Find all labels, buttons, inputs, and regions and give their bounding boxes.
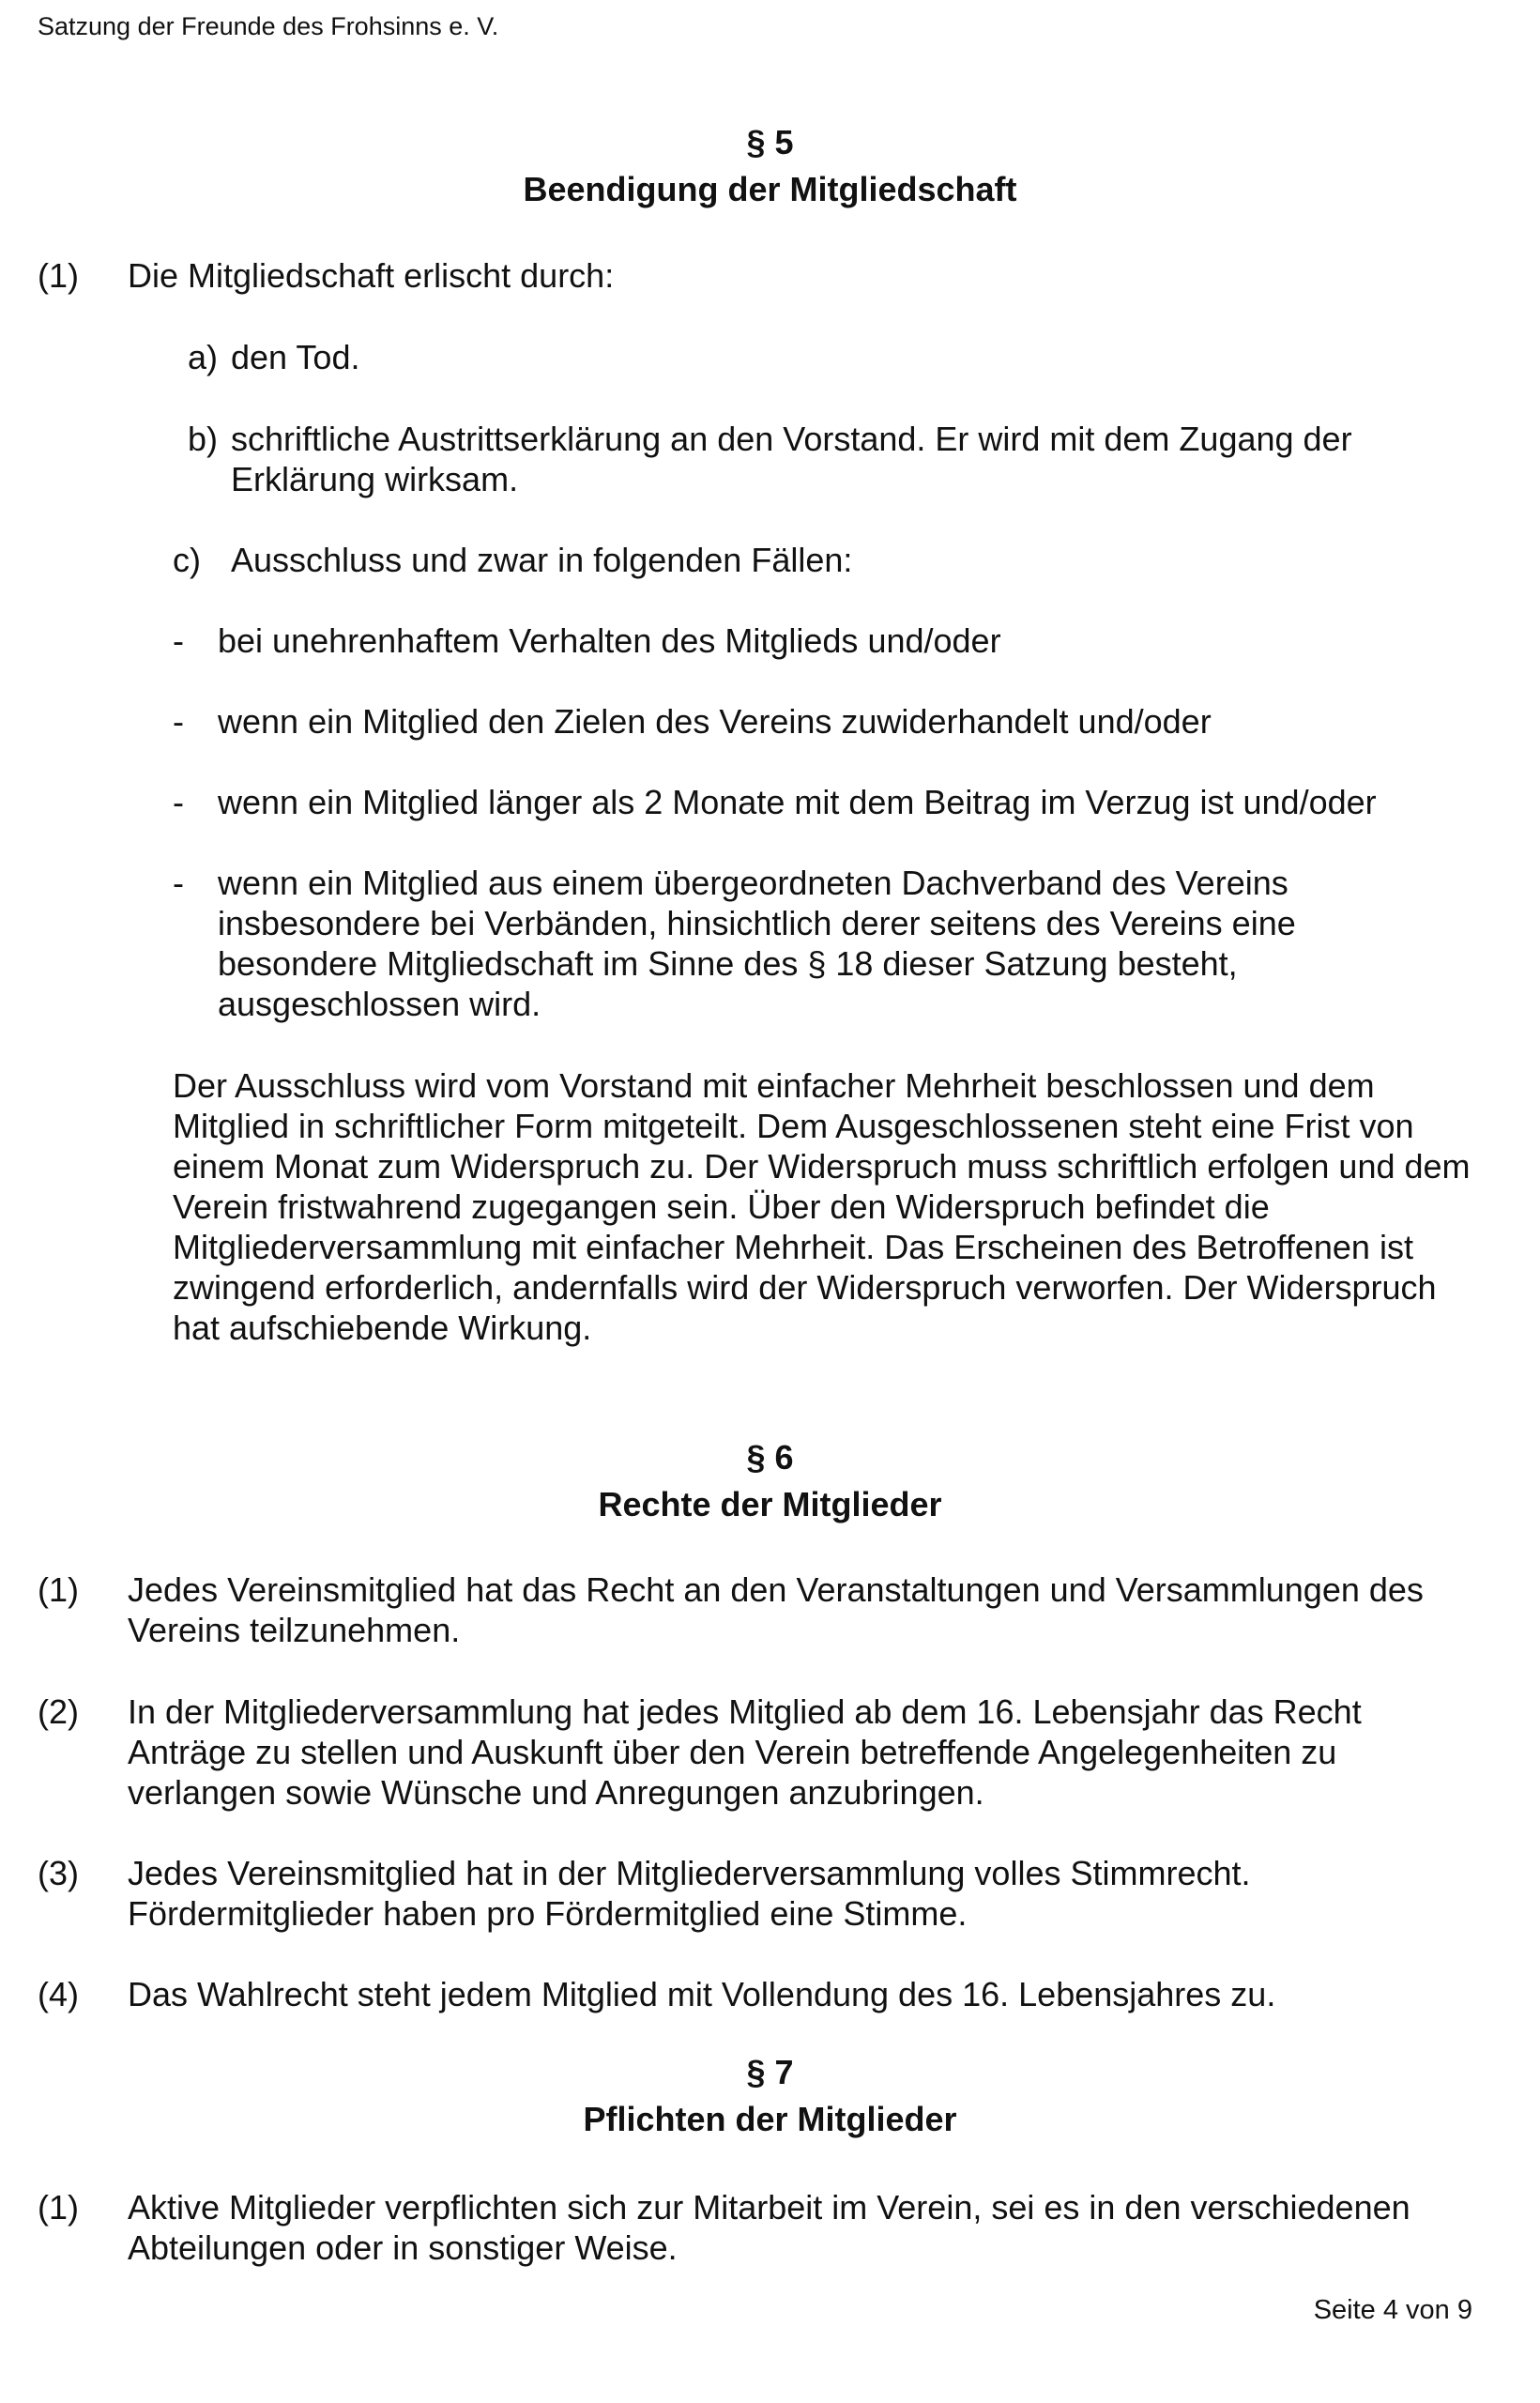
bullet-dash: - — [173, 864, 184, 902]
closing-paragraph: Der Ausschluss wird vom Vorstand mit einfacher Mehrheit beschlossen und dem Mitglied in schriftlicher Form mitgeteilt. Dem Ausgeschlossenen steht eine Frist von einem Monat zum Widerspruch zu. Der Widerspruch muss schriftlich erfolgen und dem Verein fristwahrend zugegangen sein. Über den Widerspruch befindet die Mitgliederversammlung mit einfacher Mehrheit. Das Erscheinen des Betroffenen ist zwingend erforderlich, andernfalls wird der Widerspruch verworfen. Der Widerspruch hat aufschiebende Wirkung. — [173, 1066, 1471, 1347]
sub-item-label: c) — [173, 541, 201, 579]
item-text: Aktive Mitglieder verpflichten sich zur Mitarbeit im Verein, sei es in den verschiedenen Abteilungen oder in sonstiger Weise. — [128, 2188, 1410, 2267]
section-title-5: Beendigung der Mitgliedschaft — [523, 170, 1017, 208]
item-text: Das Wahlrecht steht jedem Mitglied mit Vollendung des 16. Lebensjahres zu. — [128, 1975, 1276, 2013]
bullet-dash: - — [173, 702, 184, 741]
item-number: (1) — [38, 1570, 79, 1609]
item-number: (2) — [38, 1692, 79, 1731]
bullet-text: wenn ein Mitglied länger als 2 Monate mit dem Beitrag im Verzug ist und/oder — [218, 783, 1377, 821]
section-title-6: Rechte der Mitglieder — [598, 1485, 942, 1523]
sub-item-text: schriftliche Austrittserklärung an den Vorstand. Er wird mit dem Zugang der Erklärung wirksam. — [231, 420, 1352, 498]
item-text: Die Mitgliedschaft erlischt durch: — [128, 256, 615, 295]
item-text: Jedes Vereinsmitglied hat das Recht an den Veranstaltungen und Versammlungen des Vereins teilzunehmen. — [128, 1570, 1424, 1649]
item-number: (1) — [38, 256, 79, 295]
item-number: (4) — [38, 1975, 79, 2013]
section-title-7: Pflichten der Mitglieder — [583, 2100, 957, 2138]
bullet-dash: - — [173, 783, 184, 821]
bullet-text: wenn ein Mitglied aus einem übergeordneten Dachverband des Vereins insbesondere bei Verbänden, hinsichtlich derer seitens des Vereins eine besondere Mitgliedschaft im Sinne des § 18 dieser Satzung besteht, ausgeschlossen wird. — [218, 864, 1296, 1023]
item-text: In der Mitgliederversammlung hat jedes Mitglied ab dem 16. Lebensjahr das Recht Anträge zu stellen und Auskunft über den Verein betreffende Angelegenheiten zu verlangen sowie Wünsche und Anregungen anzubringen. — [128, 1692, 1362, 1812]
sub-item-label: b) — [188, 420, 219, 458]
item-number: (1) — [38, 2188, 79, 2227]
item-text: Jedes Vereinsmitglied hat in der Mitgliederversammlung volles Stimmrecht. Fördermitglieder haben pro Fördermitglied eine Stimme. — [128, 1854, 1251, 1933]
sub-item-text: den Tod. — [231, 338, 360, 376]
page-number: Seite 4 von 9 — [1313, 2295, 1472, 2325]
item-number: (3) — [38, 1854, 79, 1892]
section-number-7: § 7 — [746, 2053, 794, 2091]
document-header: Satzung der Freunde des Frohsinns e. V. — [38, 12, 499, 40]
section-number-5: § 5 — [746, 123, 794, 161]
sub-item-text: Ausschluss und zwar in folgenden Fällen: — [231, 541, 853, 579]
sub-item-label: a) — [188, 338, 219, 376]
bullet-text: bei unehrenhaftem Verhalten des Mitglieds und/oder — [218, 621, 1001, 660]
section-number-6: § 6 — [746, 1438, 794, 1477]
bullet-dash: - — [173, 621, 184, 660]
bullet-text: wenn ein Mitglied den Zielen des Vereins zuwiderhandelt und/oder — [218, 702, 1212, 741]
